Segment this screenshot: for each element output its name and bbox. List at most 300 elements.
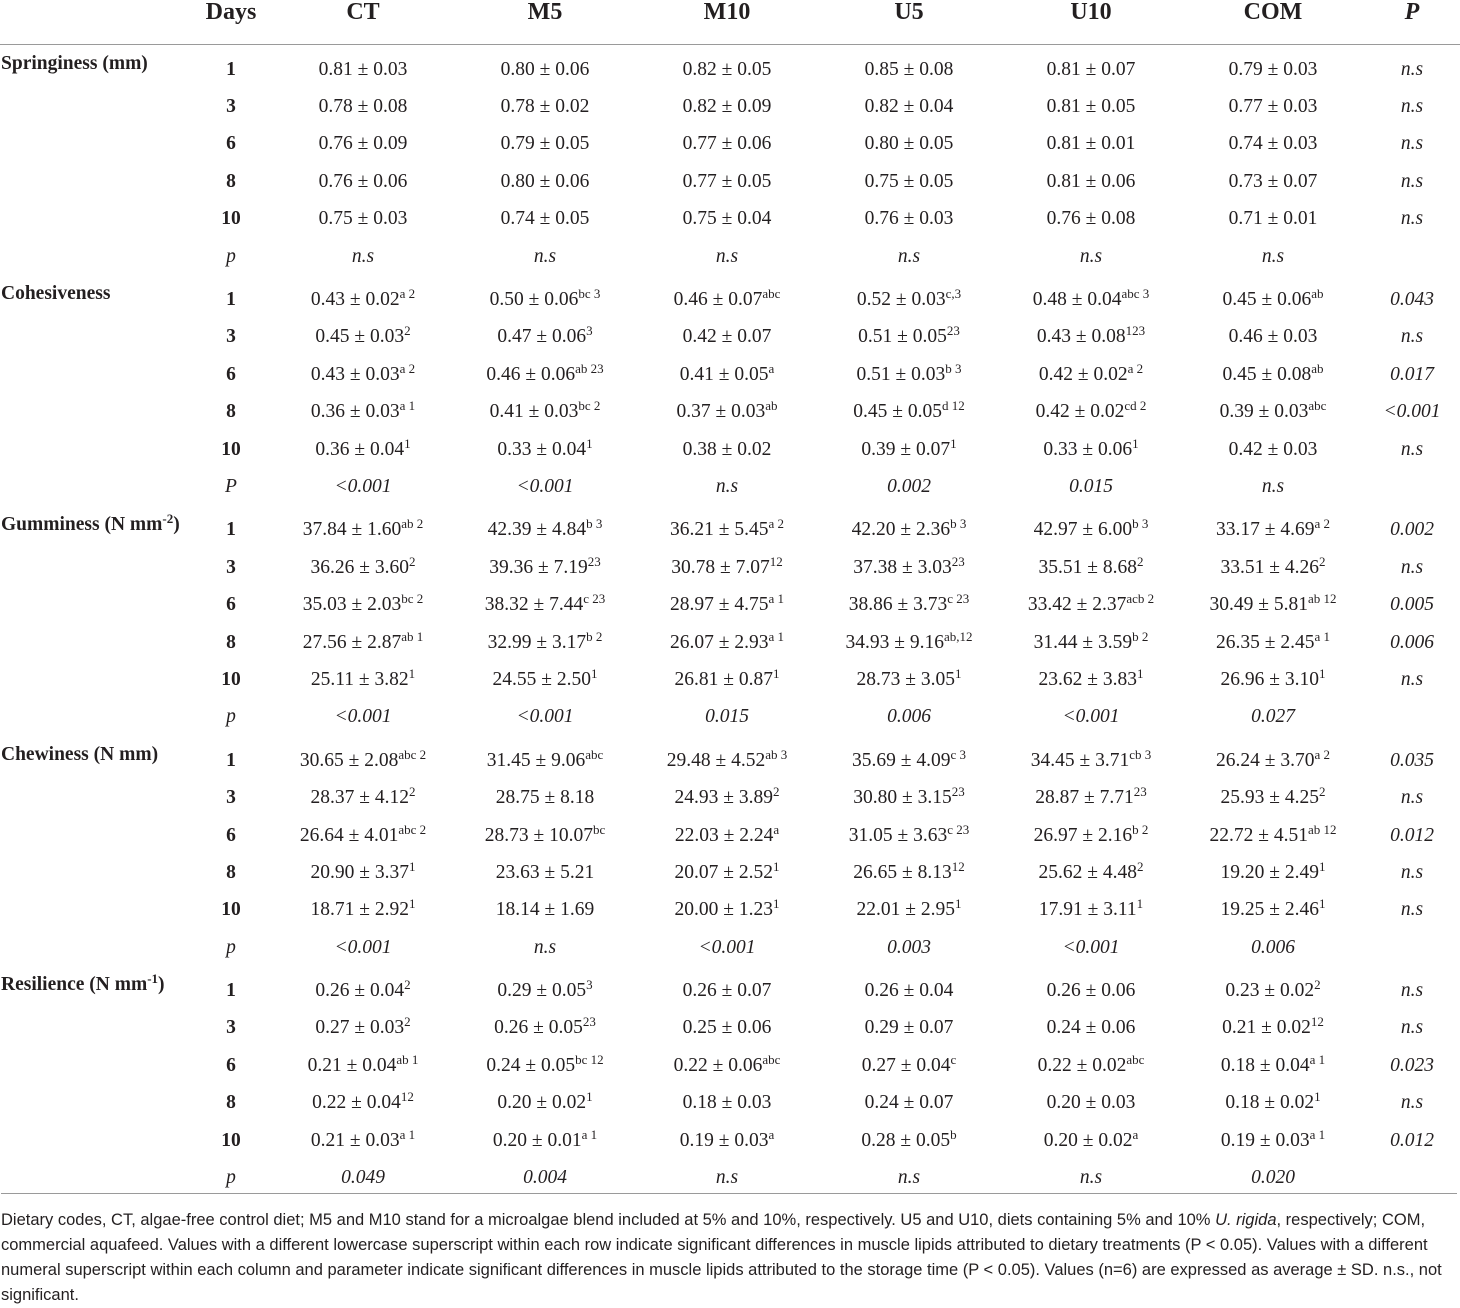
- row-p-value: 0.006: [1390, 631, 1434, 653]
- value-text: 28.37 ± 4.12: [310, 787, 409, 809]
- value-cell: [454, 966, 636, 1009]
- footnote-text-1: Dietary codes, CT, algae-free control diet; M5 and M10 stand for a microalgae blend included at 5% and 10%, respectively. U5 and U10, diets containing 5% and 10%: [1, 1211, 1216, 1229]
- value-cell: [272, 779, 454, 816]
- column-p-value: 0.002: [887, 475, 931, 497]
- value-cell: [272, 319, 454, 356]
- column-p-value: 0.003: [887, 936, 931, 958]
- table-row: [0, 624, 1460, 661]
- value-superscript: bc 3: [578, 286, 601, 302]
- table-row-p: [0, 238, 1460, 275]
- value-text: 32.99 ± 3.17: [487, 631, 587, 653]
- value-cell: [454, 275, 636, 318]
- value-text: 0.39 ± 0.07: [861, 438, 951, 460]
- table-row: [0, 549, 1460, 586]
- value-text: 0.76 ± 0.08: [1046, 208, 1136, 230]
- value-cell: [636, 319, 818, 356]
- value-cell: [818, 549, 1000, 586]
- value-text: 0.29 ± 0.05: [497, 980, 587, 1002]
- parameter-name-tail: ): [158, 974, 165, 996]
- value-text: 28.73 ± 3.05: [856, 668, 955, 690]
- value-cell: [272, 1122, 454, 1159]
- row-p-value: 0.005: [1390, 594, 1434, 616]
- day-cell: 6: [226, 1054, 236, 1076]
- value-superscript: a: [768, 360, 775, 376]
- value-superscript: abc 2: [398, 821, 427, 837]
- footnote-species: U. rigida: [1215, 1211, 1277, 1229]
- day-cell: 8: [226, 631, 236, 653]
- value-superscript: c 23: [947, 591, 970, 607]
- row-p-value: 0.023: [1390, 1054, 1434, 1076]
- value-text: 0.81 ± 0.07: [1046, 58, 1136, 80]
- row-p-value: <0.001: [1383, 401, 1441, 423]
- value-text: 0.43 ± 0.03: [310, 363, 400, 385]
- value-text: 33.51 ± 4.26: [1220, 556, 1319, 578]
- value-text: 0.26 ± 0.06: [1046, 980, 1136, 1002]
- empty-cell: [1364, 929, 1460, 966]
- value-superscript: b 2: [1132, 628, 1149, 644]
- value-text: 0.45 ± 0.05: [853, 401, 942, 423]
- value-text: 42.39 ± 4.84: [487, 519, 587, 541]
- value-text: 0.20 ± 0.02: [1043, 1129, 1133, 1151]
- value-cell: [272, 854, 454, 891]
- value-cell: [636, 126, 818, 163]
- value-cell: [272, 506, 454, 549]
- value-text: 25.11 ± 3.82: [310, 668, 409, 690]
- table-row-p: [0, 1159, 1460, 1196]
- value-cell: [636, 854, 818, 891]
- value-text: 30.49 ± 5.81: [1209, 594, 1308, 616]
- value-text: 0.20 ± 0.02: [497, 1092, 587, 1114]
- table-row: [0, 1010, 1460, 1047]
- value-text: 0.74 ± 0.03: [1228, 133, 1318, 155]
- value-text: 0.45 ± 0.08: [1222, 363, 1312, 385]
- value-cell: [636, 736, 818, 779]
- value-text: 0.80 ± 0.06: [500, 170, 590, 192]
- column-p-value: n.s: [533, 936, 557, 958]
- value-text: 0.79 ± 0.03: [1228, 58, 1318, 80]
- value-cell: [636, 549, 818, 586]
- value-text: 0.47 ± 0.06: [497, 326, 587, 348]
- value-cell: [1182, 275, 1364, 318]
- value-cell: [454, 126, 636, 163]
- table-row: [0, 319, 1460, 356]
- value-superscript: 12: [769, 553, 783, 569]
- value-superscript: abc: [762, 1051, 781, 1067]
- value-cell: [636, 1122, 818, 1159]
- value-text: 19.25 ± 2.46: [1220, 899, 1319, 921]
- row-p-value: n.s: [1400, 980, 1424, 1002]
- value-superscript: 123: [1125, 323, 1146, 339]
- value-cell: [1182, 319, 1364, 356]
- value-text: 22.72 ± 4.51: [1209, 824, 1308, 846]
- value-superscript: 2: [1318, 553, 1326, 569]
- row-p-value: n.s: [1400, 668, 1424, 690]
- value-superscript: ab 2: [401, 516, 424, 532]
- value-text: 25.93 ± 4.25: [1220, 787, 1319, 809]
- value-text: 0.51 ± 0.05: [858, 326, 947, 348]
- value-cell: [1182, 549, 1364, 586]
- value-superscript: a: [1132, 1126, 1139, 1142]
- p-label-cell: p: [226, 245, 236, 267]
- value-cell: [636, 1047, 818, 1084]
- value-cell: [454, 1047, 636, 1084]
- row-p-value: n.s: [1400, 1017, 1424, 1039]
- table-row: [0, 45, 1460, 89]
- value-cell: [454, 431, 636, 468]
- value-text: 31.45 ± 9.06: [486, 749, 586, 771]
- value-superscript: a 1: [768, 628, 784, 644]
- value-superscript: a: [773, 821, 780, 837]
- day-cell: 3: [226, 556, 236, 578]
- value-cell: [818, 319, 1000, 356]
- value-text: 0.42 ± 0.07: [682, 326, 772, 348]
- value-cell: [1182, 661, 1364, 698]
- header-days: Days: [190, 0, 272, 45]
- value-superscript: b 3: [1132, 516, 1149, 532]
- table-row-p: [0, 929, 1460, 966]
- value-text: 35.03 ± 2.03: [302, 594, 402, 616]
- value-superscript: 2: [1318, 784, 1326, 800]
- value-cell: [1182, 1010, 1364, 1047]
- value-cell: [1182, 779, 1364, 816]
- value-text: 0.43 ± 0.08: [1036, 326, 1126, 348]
- value-superscript: 1: [408, 665, 416, 681]
- day-cell: 6: [226, 363, 236, 385]
- row-p-value: n.s: [1400, 438, 1424, 460]
- day-cell: 1: [226, 519, 236, 541]
- value-text: 0.19 ± 0.03: [679, 1129, 769, 1151]
- value-cell: [818, 88, 1000, 125]
- value-cell: [454, 1085, 636, 1122]
- value-text: 0.45 ± 0.06: [1222, 289, 1312, 311]
- value-cell: [1000, 661, 1182, 698]
- value-text: 0.80 ± 0.05: [864, 133, 954, 155]
- value-superscript: abc 2: [398, 746, 427, 762]
- table-row: [0, 892, 1460, 929]
- value-superscript: 23: [582, 1014, 596, 1030]
- value-superscript: 1: [772, 896, 780, 912]
- value-text: 0.22 ± 0.02: [1037, 1054, 1127, 1076]
- value-superscript: 23: [951, 784, 965, 800]
- value-text: 36.21 ± 5.45: [670, 519, 769, 541]
- value-text: 27.56 ± 2.87: [302, 631, 402, 653]
- value-superscript: 1: [954, 665, 962, 681]
- value-superscript: a 1: [1314, 628, 1330, 644]
- value-cell: [636, 431, 818, 468]
- value-text: 0.29 ± 0.07: [864, 1017, 954, 1039]
- value-superscript: cd 2: [1124, 398, 1147, 414]
- value-text: 19.20 ± 2.49: [1220, 861, 1319, 883]
- value-cell: [636, 394, 818, 431]
- value-text: 31.44 ± 3.59: [1033, 631, 1133, 653]
- value-superscript: ab,12: [943, 628, 973, 644]
- value-cell: [636, 506, 818, 549]
- value-cell: [1000, 736, 1182, 779]
- day-cell: 1: [226, 980, 236, 1002]
- value-text: 0.18 ± 0.03: [682, 1092, 772, 1114]
- value-cell: [272, 966, 454, 1009]
- value-text: 24.93 ± 3.89: [674, 787, 773, 809]
- value-cell: [1182, 624, 1364, 661]
- row-p-value: n.s: [1400, 208, 1424, 230]
- value-cell: [636, 586, 818, 623]
- value-cell: [818, 431, 1000, 468]
- value-superscript: abc: [1126, 1051, 1145, 1067]
- column-p-value: 0.027: [1251, 706, 1295, 728]
- value-text: 0.20 ± 0.01: [492, 1129, 582, 1151]
- column-p-value: n.s: [1261, 475, 1285, 497]
- value-text: 0.42 ± 0.03: [1228, 438, 1318, 460]
- value-text: 26.65 ± 8.13: [853, 861, 952, 883]
- value-text: 28.87 ± 7.71: [1035, 787, 1134, 809]
- value-superscript: 1: [1136, 665, 1144, 681]
- value-superscript: c 3: [950, 746, 966, 762]
- column-p-value: <0.001: [334, 936, 392, 958]
- day-cell: 10: [221, 899, 241, 921]
- value-cell: [272, 1010, 454, 1047]
- value-cell: [1000, 506, 1182, 549]
- row-p-value: 0.017: [1390, 363, 1434, 385]
- value-superscript: acb 2: [1126, 591, 1155, 607]
- value-superscript: 23: [946, 323, 960, 339]
- value-superscript: a 1: [1309, 1126, 1326, 1142]
- table-row: [0, 817, 1460, 854]
- row-p-value: n.s: [1400, 326, 1424, 348]
- value-text: 0.26 ± 0.05: [494, 1017, 583, 1039]
- value-superscript: a 1: [1309, 1051, 1326, 1067]
- value-cell: [818, 736, 1000, 779]
- value-text: 0.24 ± 0.07: [864, 1092, 954, 1114]
- value-cell: [272, 661, 454, 698]
- value-superscript: 2: [404, 323, 411, 339]
- value-text: 23.62 ± 3.83: [1038, 668, 1137, 690]
- value-superscript: 1: [408, 858, 416, 874]
- value-cell: [1000, 1047, 1182, 1084]
- value-superscript: ab 3: [765, 746, 788, 762]
- value-superscript: bc 2: [578, 398, 601, 414]
- value-text: 0.39 ± 0.03: [1219, 401, 1309, 423]
- day-cell: 3: [226, 787, 236, 809]
- column-p-value: n.s: [897, 1167, 921, 1189]
- p-label-cell: p: [226, 1167, 236, 1189]
- value-superscript: 2: [772, 784, 780, 800]
- row-p-value: n.s: [1400, 899, 1424, 921]
- value-cell: [818, 201, 1000, 238]
- day-cell: 8: [226, 170, 236, 192]
- value-cell: [818, 624, 1000, 661]
- value-text: 0.81 ± 0.01: [1046, 133, 1136, 155]
- column-p-value: <0.001: [1062, 706, 1120, 728]
- value-text: 0.19 ± 0.03: [1220, 1129, 1310, 1151]
- value-superscript: 1: [586, 435, 593, 451]
- value-superscript: ab: [1311, 286, 1324, 302]
- table-header: [0, 0, 1460, 45]
- value-text: 26.81 ± 0.87: [674, 668, 773, 690]
- value-text: 0.82 ± 0.05: [682, 58, 772, 80]
- column-p-value: n.s: [1079, 1167, 1103, 1189]
- row-p-value: n.s: [1400, 170, 1424, 192]
- value-cell: [454, 624, 636, 661]
- value-text: 0.25 ± 0.06: [682, 1017, 772, 1039]
- value-text: 0.46 ± 0.03: [1228, 326, 1318, 348]
- value-superscript: c: [950, 1051, 957, 1067]
- parameter-name: Cohesiveness: [1, 283, 111, 305]
- value-cell: [636, 624, 818, 661]
- row-p-value: n.s: [1400, 556, 1424, 578]
- value-cell: [1000, 779, 1182, 816]
- value-text: 28.97 ± 4.75: [670, 594, 769, 616]
- value-cell: [272, 126, 454, 163]
- value-cell: [1000, 854, 1182, 891]
- value-superscript: cb 3: [1129, 746, 1152, 762]
- empty-cell: [1364, 468, 1460, 505]
- value-text: 0.21 ± 0.02: [1222, 1017, 1311, 1039]
- value-superscript: a 2: [1314, 516, 1330, 532]
- value-text: 0.74 ± 0.05: [500, 208, 590, 230]
- table-row-p: [0, 468, 1460, 505]
- value-text: 0.33 ± 0.04: [497, 438, 587, 460]
- value-cell: [454, 736, 636, 779]
- table-row: [0, 661, 1460, 698]
- value-text: 0.77 ± 0.05: [682, 170, 772, 192]
- parameter-label-resilience-n-mm: [0, 966, 190, 1196]
- column-p-value: <0.001: [698, 936, 756, 958]
- value-text: 37.84 ± 1.60: [302, 519, 402, 541]
- parameter-label-chewiness-n-mm: [0, 736, 190, 966]
- value-superscript: 2: [1136, 858, 1144, 874]
- value-text: 37.38 ± 3.03: [853, 556, 952, 578]
- value-superscript: a 1: [768, 591, 784, 607]
- header-u5: U5: [818, 0, 1000, 45]
- value-superscript: a: [768, 1126, 775, 1142]
- parameter-name: Chewiness (N mm): [1, 744, 159, 766]
- table-row: [0, 779, 1460, 816]
- table-row: [0, 163, 1460, 200]
- value-text: 38.32 ± 7.44: [484, 594, 584, 616]
- value-cell: [818, 506, 1000, 549]
- value-cell: [1182, 817, 1364, 854]
- value-superscript: ab: [1311, 360, 1324, 376]
- value-text: 33.17 ± 4.69: [1216, 519, 1315, 541]
- value-cell: [272, 892, 454, 929]
- value-superscript: 12: [400, 1089, 414, 1105]
- table-row: [0, 431, 1460, 468]
- value-cell: [1182, 966, 1364, 1009]
- value-text: 0.82 ± 0.04: [864, 96, 954, 118]
- value-text: 0.75 ± 0.03: [318, 208, 408, 230]
- value-text: 0.27 ± 0.04: [861, 1054, 951, 1076]
- value-superscript: ab 23: [575, 360, 604, 376]
- value-text: 0.42 ± 0.02: [1038, 363, 1128, 385]
- row-p-value: n.s: [1400, 787, 1424, 809]
- value-text: 0.21 ± 0.04: [307, 1054, 397, 1076]
- day-cell: 10: [221, 1129, 241, 1151]
- value-text: 34.45 ± 3.71: [1030, 749, 1130, 771]
- value-cell: [818, 966, 1000, 1009]
- day-cell: 6: [226, 824, 236, 846]
- value-cell: [1000, 624, 1182, 661]
- day-cell: 10: [221, 668, 241, 690]
- value-cell: [1000, 431, 1182, 468]
- value-cell: [636, 163, 818, 200]
- value-cell: [454, 506, 636, 549]
- day-cell: 10: [221, 208, 241, 230]
- value-text: 0.22 ± 0.04: [312, 1092, 401, 1114]
- value-cell: [454, 549, 636, 586]
- day-cell: 8: [226, 1092, 236, 1114]
- value-superscript: 1: [1136, 896, 1144, 912]
- value-cell: [272, 88, 454, 125]
- value-cell: [818, 892, 1000, 929]
- value-cell: [272, 394, 454, 431]
- value-cell: [1182, 892, 1364, 929]
- value-superscript: 2: [404, 1014, 411, 1030]
- value-superscript: 2: [1314, 977, 1321, 993]
- value-cell: [1182, 506, 1364, 549]
- value-text: 0.82 ± 0.09: [682, 96, 772, 118]
- value-cell: [1000, 356, 1182, 393]
- value-superscript: a 1: [581, 1126, 598, 1142]
- column-p-value: <0.001: [516, 475, 574, 497]
- row-p-value: n.s: [1400, 58, 1424, 80]
- value-text: 0.38 ± 0.02: [682, 438, 772, 460]
- value-text: 30.65 ± 2.08: [299, 749, 399, 771]
- value-superscript: ab 12: [1307, 821, 1337, 837]
- column-p-value: n.s: [1079, 245, 1103, 267]
- value-text: 0.73 ± 0.07: [1228, 170, 1318, 192]
- value-cell: [818, 275, 1000, 318]
- value-text: 0.26 ± 0.04: [315, 980, 405, 1002]
- value-text: 39.36 ± 7.19: [489, 556, 588, 578]
- value-cell: [1000, 892, 1182, 929]
- value-cell: [272, 201, 454, 238]
- value-text: 26.24 ± 3.70: [1216, 749, 1315, 771]
- value-cell: [272, 275, 454, 318]
- value-cell: [1000, 88, 1182, 125]
- value-text: 30.80 ± 3.15: [853, 787, 952, 809]
- value-cell: [1000, 549, 1182, 586]
- value-cell: [818, 45, 1000, 89]
- column-p-value: n.s: [715, 475, 739, 497]
- value-text: 0.37 ± 0.03: [676, 401, 766, 423]
- value-superscript: a 1: [399, 1126, 416, 1142]
- day-cell: 6: [226, 594, 236, 616]
- value-cell: [1182, 854, 1364, 891]
- value-text: 26.96 ± 3.10: [1220, 668, 1319, 690]
- day-cell: 1: [226, 58, 236, 80]
- value-cell: [272, 45, 454, 89]
- value-text: 0.75 ± 0.04: [682, 208, 772, 230]
- empty-cell: [1364, 699, 1460, 736]
- value-superscript: a 2: [768, 516, 784, 532]
- value-text: 0.22 ± 0.06: [673, 1054, 763, 1076]
- value-superscript: a 2: [1314, 746, 1330, 762]
- value-text: 0.80 ± 0.06: [500, 58, 590, 80]
- row-p-value: n.s: [1400, 1092, 1424, 1114]
- value-superscript: 3: [586, 323, 593, 339]
- value-text: 0.48 ± 0.04: [1032, 289, 1122, 311]
- parameter-label-cohesiveness: [0, 275, 190, 505]
- value-cell: [454, 1122, 636, 1159]
- value-cell: [1000, 45, 1182, 89]
- column-p-value: 0.006: [1251, 936, 1295, 958]
- table-row: [0, 275, 1460, 318]
- value-superscript: 1: [590, 665, 598, 681]
- value-cell: [454, 45, 636, 89]
- value-superscript: 1: [772, 858, 780, 874]
- value-cell: [818, 661, 1000, 698]
- parameter-label-springiness-mm: [0, 45, 190, 276]
